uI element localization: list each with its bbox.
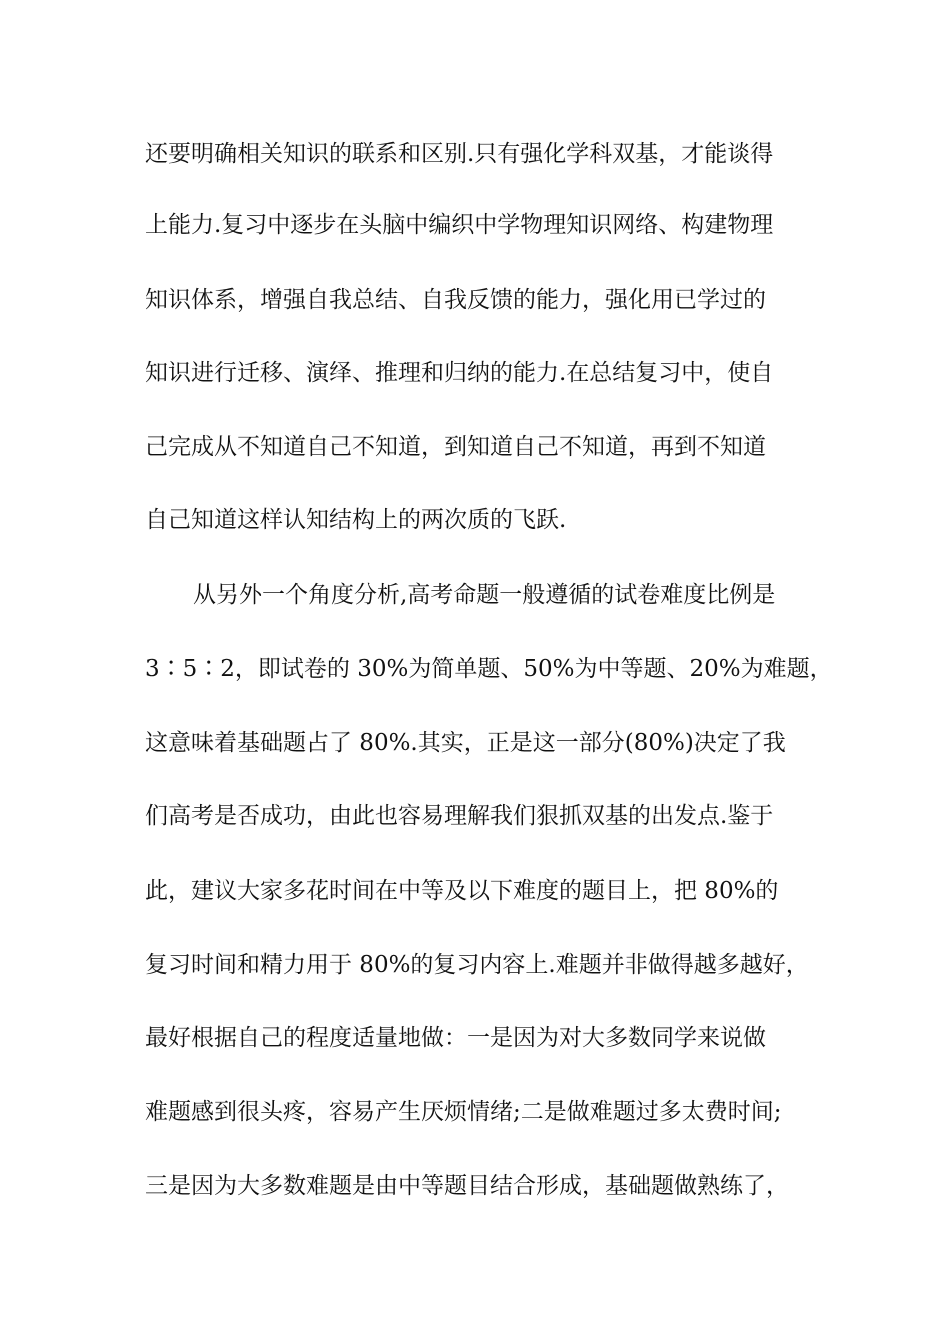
paragraph-2-line-8: 难题感到很头疼，容易产生厌烦情绪;二是做难题过多太费时间; (145, 1099, 782, 1125)
paragraph-1-line-2: 上能力.复习中逐步在头脑中编织中学物理知识网络、构建物理 (145, 212, 774, 238)
paragraph-2-line-5: 此，建议大家多花时间在中等及以下难度的题目上，把 80%的 (145, 878, 779, 904)
paragraph-2-line-6: 复习时间和精力用于 80%的复习内容上.难题并非做得越多越好， (145, 952, 809, 978)
paragraph-2-line-7: 最好根据自己的程度适量地做：一是因为对大多数同学来说做 (145, 1025, 766, 1051)
paragraph-2-line-4: 们高考是否成功，由此也容易理解我们狠抓双基的出发点.鉴于 (145, 803, 774, 829)
paragraph-1-line-4: 知识进行迁移、演绎、推理和归纳的能力.在总结复习中，使自 (145, 360, 774, 386)
paragraph-2-line-2: 3∶5∶2，即试卷的 30%为简单题、50%为中等题、20%为难题， (145, 656, 833, 682)
paragraph-1-line-1: 还要明确相关知识的联系和区别.只有强化学科双基，才能谈得 (145, 141, 774, 167)
paragraph-2-line-9: 三是因为大多数难题是由中等题目结合形成，基础题做熟练了， (145, 1173, 789, 1199)
paragraph-1-line-5: 己完成从不知道自己不知道，到知道自己不知道，再到不知道 (145, 434, 766, 460)
paragraph-1-line-6: 自己知道这样认知结构上的两次质的飞跃. (145, 507, 567, 533)
paragraph-1-line-3: 知识体系，增强自我总结、自我反馈的能力，强化用已学过的 (145, 287, 766, 313)
paragraph-2-line-1: 从另外一个角度分析,高考命题一般遵循的试卷难度比例是 (193, 582, 776, 608)
paragraph-2-line-3: 这意味着基础题占了 80%.其实，正是这一部分(80%)决定了我 (145, 730, 786, 756)
